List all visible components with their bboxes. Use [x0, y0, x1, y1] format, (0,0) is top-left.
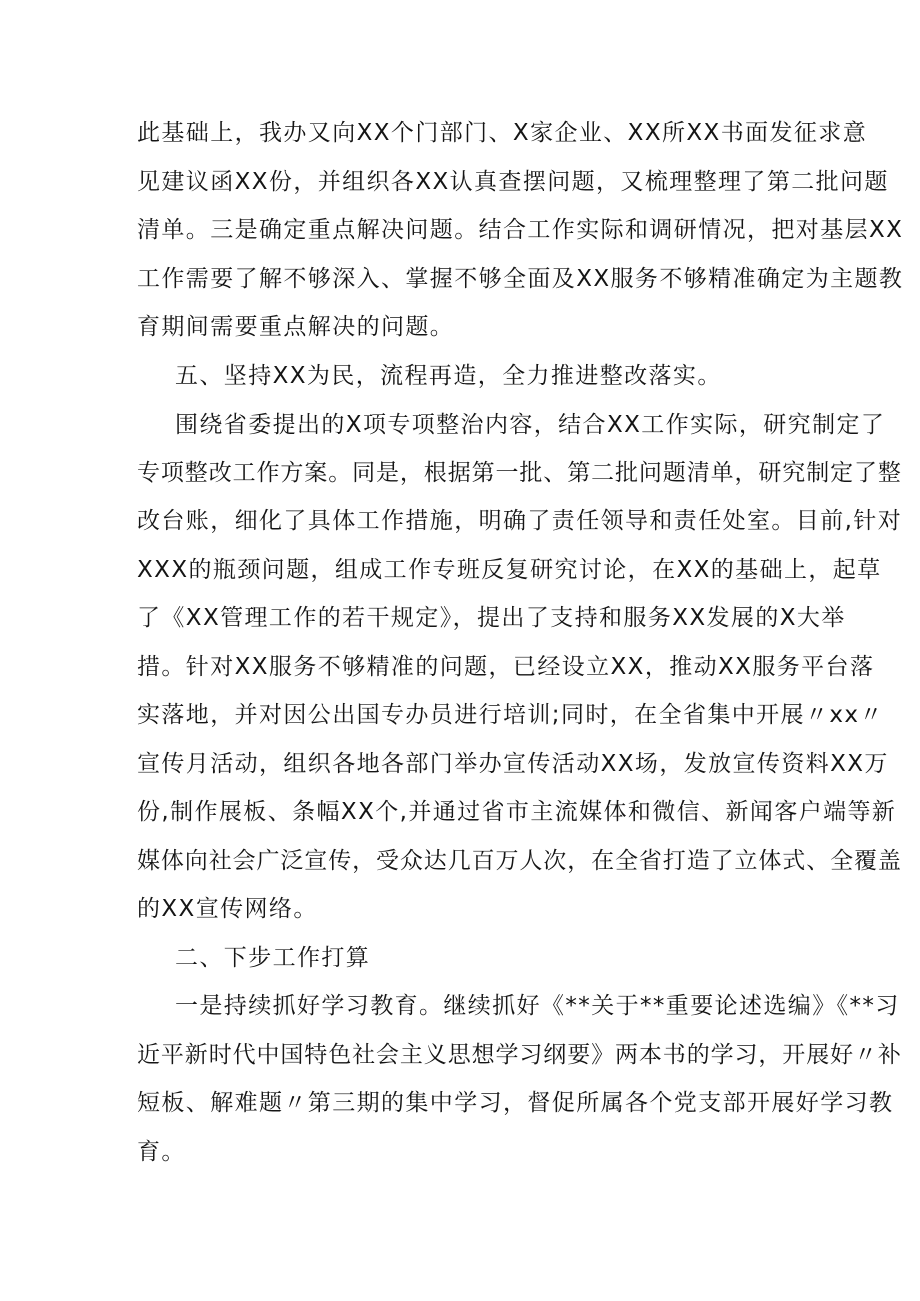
- paragraph-line: 专项整改工作方案。同是，根据第一批、第二批问题清单，研究制定了整: [137, 460, 902, 486]
- paragraph-line: XXX的瓶颈问题，组成工作专班反复研究讨论，在XX的基础上，起草: [137, 557, 882, 583]
- paragraph-line: 育期间需要重点解决的问题。: [137, 314, 455, 340]
- section-heading: 二、下步工作打算: [175, 945, 371, 971]
- paragraph-line: 工作需要了解不够深入、掌握不够全面及XX服务不够精准确定为主题教: [137, 266, 904, 292]
- paragraph-line: 宣传月活动，组织各地各部门举办宣传活动XX场，发放宣传资料XX万: [137, 751, 889, 777]
- paragraph-line: 此基础上，我办又向XX个门部门、X家企业、XX所XX书面发征求意: [137, 120, 868, 146]
- paragraph-line: 见建议函XX份，并组织各XX认真查摆问题，又梳理整理了第二批问题: [137, 169, 889, 195]
- paragraph-line: 了《XX管理工作的若干规定》，提出了支持和服务XX发展的X大举: [137, 605, 846, 631]
- paragraph-line: 实落地，并对因公出国专办员进行培训;同时，在全省集中开展〃xx〃: [137, 702, 884, 728]
- paragraph-line: 清单。三是确定重点解决问题。结合工作实际和调研情况，把对基层XX: [137, 217, 904, 243]
- paragraph-line: 媒体向社会广泛宣传，受众达几百万人次，在全省打造了立体式、全覆盖: [137, 848, 902, 874]
- paragraph-line: 短板、解难题〃第三期的集中学习，督促所属各个党支部开展好学习教: [137, 1090, 894, 1116]
- section-heading: 五、坚持XX为民，流程再造，全力推进整改落实。: [175, 363, 722, 389]
- paragraph-line: 改台账，细化了具体工作措施，明确了责任领导和责任处室。目前,针对: [137, 508, 903, 534]
- paragraph-line: 一是持续抓好学习教育。继续抓好《**关于**重要论述选编》《**习: [175, 993, 900, 1019]
- paragraph-line: 围绕省委提出的X项专项整治内容，结合XX工作实际，研究制定了: [175, 412, 886, 438]
- paragraph-line: 措。针对XX服务不够精准的问题，已经设立XX，推动XX服务平台落: [137, 654, 875, 680]
- paragraph-line: 育。: [137, 1139, 186, 1165]
- paragraph-line: 的XX宣传网络。: [137, 896, 318, 922]
- paragraph-line: 份,制作展板、条幅XX个,并通过省市主流媒体和微信、新闻客户端等新: [137, 799, 897, 825]
- paragraph-line: 近平新时代中国特色社会主义思想学习纲要》两本书的学习，开展好〃补: [137, 1042, 902, 1068]
